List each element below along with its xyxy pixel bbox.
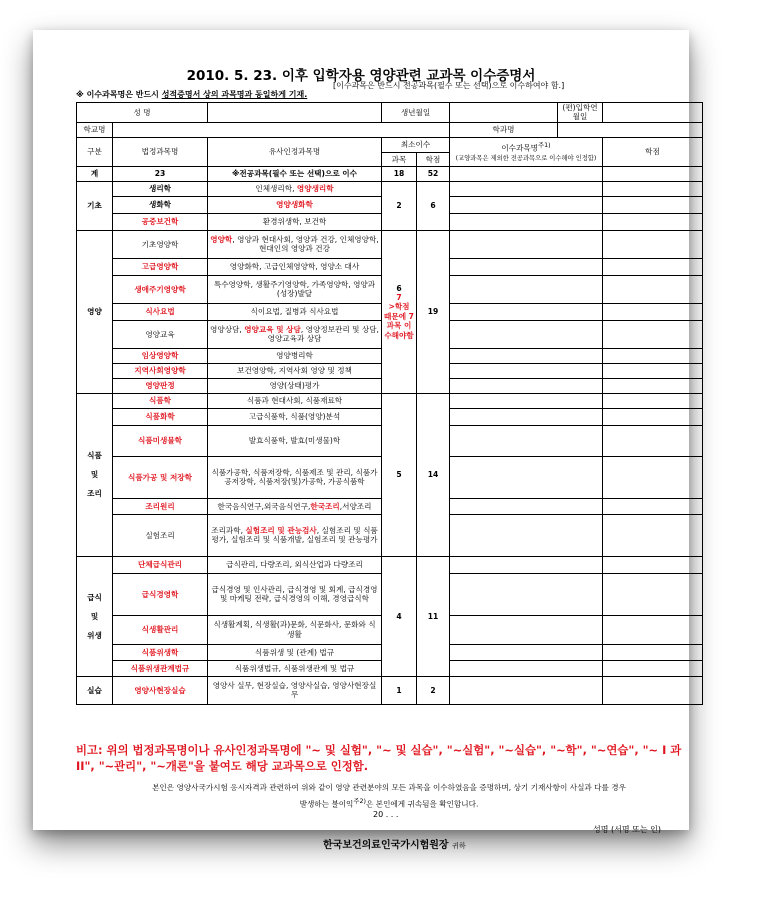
legal-subject: 임상영양학 (113, 348, 208, 363)
legal-subject: 식품화학 (113, 408, 208, 425)
grade-cell[interactable] (603, 393, 703, 408)
completed-cell[interactable] (450, 258, 603, 275)
applicant-row-1 (77, 103, 703, 123)
similar-header: 유사인정과목명 (208, 137, 382, 166)
completed-cell[interactable] (450, 425, 603, 456)
grade-cell[interactable] (603, 556, 703, 573)
similar-subjects: 영양생화학 (208, 196, 382, 213)
date-field[interactable]: 20 . . . (373, 810, 399, 819)
similar-subjects: 발효식품학, 발효(미생물)학 (208, 425, 382, 456)
completed-cell[interactable] (450, 644, 603, 660)
courses-header: 과목 (382, 152, 417, 166)
grade-cell[interactable] (603, 378, 703, 393)
similar-highlight: 영양교육 및 상담 (244, 324, 301, 334)
similar-subjects: 영양사 실무, 현장실습, 영양사실습, 영양사현장실무 (208, 676, 382, 704)
similar-text: 한국음식연구,외국음식연구, (217, 501, 311, 511)
remark-text: 비고: 위의 법정과목명이나 유사인정과목명에 "~ 및 실험", "~ 및 실습", "~실험", "~실습", "~학", "~연습", "~ I 과 II", "~관리", "~개론"을 붙여도 해당 교과목으로 인정함. (76, 743, 682, 773)
completed-cell[interactable] (450, 181, 603, 196)
group-food-line3: 조리 (87, 489, 102, 499)
completed-sup: 주1) (538, 141, 551, 149)
table-row (77, 230, 703, 258)
total-credits: 52 (417, 166, 450, 181)
grade-header: 학점 (603, 137, 703, 166)
school-value[interactable] (113, 122, 450, 137)
total-row (77, 166, 703, 181)
table-row (77, 676, 703, 704)
nutrition-courses (382, 230, 417, 393)
legal-subject: 식품가공 및 저장학 (113, 456, 208, 498)
group-basic: 기초 (77, 181, 113, 230)
completed-header (450, 137, 603, 166)
certificate-paper (33, 30, 689, 851)
completed-cell[interactable] (450, 363, 603, 378)
similar-subjects: 환경위생학, 보건학 (208, 213, 382, 230)
certify-line-2a: 발생하는 불이익 (299, 799, 354, 809)
grade-cell[interactable] (603, 676, 703, 704)
legal-subject: 식품위생학 (113, 644, 208, 660)
name-value[interactable] (208, 103, 382, 123)
completed-cell[interactable] (450, 378, 603, 393)
legal-subject: 급식경영학 (113, 573, 208, 615)
completed-cell[interactable] (450, 456, 603, 498)
similar-subjects: 식이요법, 질병과 식사요법 (208, 303, 382, 320)
signature-field[interactable]: 성명 (서명 또는 인) (593, 825, 661, 834)
similar-text: 인체생리학, (255, 184, 297, 194)
group-food-line2: 및 (90, 470, 99, 480)
legal-subject: 생애주기영양학 (113, 275, 208, 303)
category-header: 구분 (77, 137, 113, 166)
total-courses: 18 (382, 166, 417, 181)
certify-sup: 주2) (353, 798, 366, 805)
nutrition-credits: 19 (417, 230, 450, 393)
basic-courses: 2 (382, 181, 417, 230)
legal-subject: 식품위생관계법규 (113, 660, 208, 676)
grade-cell[interactable] (603, 258, 703, 275)
similar-highlight: 실험조리 및 관능검사 (245, 525, 317, 535)
grade-cell[interactable] (603, 303, 703, 320)
group-practice: 실습 (77, 676, 113, 704)
similar-text: 영양상담, (210, 324, 245, 334)
food-credits: 14 (417, 393, 450, 556)
group-service (77, 556, 113, 676)
completed-cell[interactable] (450, 196, 603, 213)
completed-cell[interactable] (450, 556, 603, 573)
grade-cell[interactable] (603, 196, 703, 213)
nutrition-courses-note: >학점 때문에 7과목 이수해야함 (384, 302, 414, 340)
legal-header: 법정과목명 (113, 137, 208, 166)
group-service-line3: 위생 (87, 630, 102, 640)
table-row (77, 181, 703, 196)
column-header-row (77, 137, 703, 152)
certify-line-2b: 은 본인에게 귀속됨을 확인합니다. (366, 799, 479, 809)
similar-subjects (208, 498, 382, 514)
completed-cell[interactable] (450, 230, 603, 258)
similar-subjects: 급식경영 및 인사관리, 급식경영 및 회계, 급식경영 및 마케팅 전략, 급식경영의 이해, 경영급식학 (208, 573, 382, 615)
similar-subjects: 특수영양학, 생활주기영양학, 가족영양학, 영양과 (성장)발달 (208, 275, 382, 303)
completed-cell[interactable] (450, 275, 603, 303)
similar-subjects: 영양병리학 (208, 348, 382, 363)
issuer (323, 836, 466, 851)
completed-cell[interactable] (450, 676, 603, 704)
grade-cell[interactable] (603, 181, 703, 196)
group-nutrition: 영양 (77, 230, 113, 393)
similar-subjects: 영양(상태)평가 (208, 378, 382, 393)
document-title: 2010. 5. 23. 이후 입학자용 영양관련 교과목 이수증명서 (186, 68, 536, 84)
legal-subject: 조리원리 (113, 498, 208, 514)
practice-credits: 2 (417, 676, 450, 704)
similar-text: , 영양과 현대사회, 영양과 건강, 인체영양학, 현대인의 영양과 건강 (232, 234, 379, 254)
completed-cell[interactable] (450, 303, 603, 320)
table-row (77, 556, 703, 573)
applicant-row-2 (77, 122, 703, 137)
grade-cell[interactable] (603, 348, 703, 363)
grade-cell[interactable] (603, 573, 703, 615)
grade-cell[interactable] (603, 230, 703, 258)
grade-cell[interactable] (603, 275, 703, 303)
similar-subjects (208, 230, 382, 258)
certify-line-1: 본인은 영양사국가시험 응시자격과 관련하여 위와 같이 영양 관련분야의 모든 과목을 이수하였음을 증명하며, 상기 기재사항이 사실과 다를 경우 (152, 783, 626, 792)
admission-value[interactable] (603, 103, 703, 123)
completed-cell[interactable] (450, 514, 603, 556)
nutrition-courses-6: 6 (396, 283, 402, 293)
grade-cell[interactable] (603, 644, 703, 660)
credits-header: 학점 (417, 152, 450, 166)
service-credits: 11 (417, 556, 450, 676)
basic-credits: 6 (417, 181, 450, 230)
similar-subjects: 식품위생법규, 식품위생관계 및 법규 (208, 660, 382, 676)
group-service-line1: 급식 (87, 592, 102, 602)
completed-cell[interactable] (450, 166, 603, 181)
similar-subjects: 보건영양학, 지역사회 영양 및 정책 (208, 363, 382, 378)
document-subtitle: [이수과목은 반드시 전공과목(필수 또는 선택)으로 이수하여야 함.] (333, 81, 565, 90)
legal-subject: 생리학 (113, 181, 208, 196)
legal-subject: 지역사회영양학 (113, 363, 208, 378)
completed-cell[interactable] (450, 348, 603, 363)
certification-statement (76, 781, 702, 812)
completed-cell[interactable] (450, 660, 603, 676)
completed-cell[interactable] (450, 498, 603, 514)
name-label: 성 명 (77, 103, 208, 123)
legal-subject: 식품학 (113, 393, 208, 408)
total-legal: 23 (113, 166, 208, 181)
issuer-suffix: 귀하 (452, 842, 466, 850)
grade-cell[interactable] (603, 498, 703, 514)
similar-subjects: 급식관리, 다량조리, 외식산업과 다량조리 (208, 556, 382, 573)
total-label: 계 (77, 166, 113, 181)
issuer-name: 한국보건의료인국가시험원장 (323, 840, 449, 851)
note-prefix: ※ 이수과목명은 반드시 (76, 90, 162, 99)
similar-highlight: 영양학 (210, 234, 233, 244)
birth-value[interactable] (450, 103, 558, 123)
department-label: 학과명 (450, 122, 558, 137)
grade-cell[interactable] (603, 320, 703, 348)
legal-subject: 영양사현장실습 (113, 676, 208, 704)
similar-subjects: 식생활계획, 식생활(과)문화, 식문화사, 문화와 식생활 (208, 615, 382, 644)
grade-cell[interactable] (603, 456, 703, 498)
completed-cell[interactable] (450, 573, 603, 615)
grade-cell[interactable] (603, 425, 703, 456)
grade-cell[interactable] (603, 615, 703, 644)
similar-text: , 실험조리 및 식품평가, 실험조리 및 식품개발, 실험조리 및 관능평가 (211, 525, 378, 545)
legal-subject: 공중보건학 (113, 213, 208, 230)
legal-subject: 영양판정 (113, 378, 208, 393)
course-table (76, 102, 703, 705)
group-food (77, 393, 113, 556)
similar-subjects: 영양화학, 고급인체영양학, 영양소 대사 (208, 258, 382, 275)
grade-cell[interactable] (603, 408, 703, 425)
legal-subject: 기초영양학 (113, 230, 208, 258)
similar-subjects: 식품과 현대사회, 식품재료학 (208, 393, 382, 408)
similar-subjects: 고급식품학, 식품(영양)분석 (208, 408, 382, 425)
legal-subject: 단체급식관리 (113, 556, 208, 573)
practice-courses: 1 (382, 676, 417, 704)
similar-text: ,서양조리 (339, 501, 372, 511)
similar-text: 조리과학, (211, 525, 246, 535)
legal-subject: 식사요법 (113, 303, 208, 320)
service-courses: 4 (382, 556, 417, 676)
admission-label: (편)입학연월일 (558, 103, 603, 123)
completed-cell[interactable] (450, 213, 603, 230)
school-label: 학교명 (77, 122, 113, 137)
legal-subject: 식생활관리 (113, 615, 208, 644)
legal-subject: 영양교육 (113, 320, 208, 348)
legal-subject: 생화학 (113, 196, 208, 213)
completed-cell[interactable] (450, 393, 603, 408)
similar-subjects: 식품위생 및 (관계) 법규 (208, 644, 382, 660)
minimum-header: 최소이수 (382, 137, 450, 152)
completed-cell[interactable] (450, 615, 603, 644)
nutrition-courses-7: 7 (396, 293, 402, 302)
similar-text: , 영양정보관리 및 상담, 영양교육과 상담 (267, 324, 379, 344)
table-row (77, 393, 703, 408)
food-courses: 5 (382, 393, 417, 556)
similar-subjects (208, 181, 382, 196)
grade-cell[interactable] (603, 363, 703, 378)
legal-subject: 식품미생물학 (113, 425, 208, 456)
similar-subjects (208, 320, 382, 348)
legal-subject: 실험조리 (113, 514, 208, 556)
grade-cell[interactable] (603, 660, 703, 676)
group-food-line1: 식품 (87, 451, 102, 461)
similar-highlight: 한국조리 (310, 501, 340, 511)
completed-cell[interactable] (450, 320, 603, 348)
grade-cell[interactable] (603, 213, 703, 230)
group-service-line2: 및 (90, 611, 99, 621)
completed-label: 이수과목명 (501, 143, 539, 153)
total-similar: ※전공과목(필수 또는 선택)으로 이수 (208, 166, 382, 181)
department-value[interactable] (558, 122, 703, 137)
grade-cell[interactable] (603, 514, 703, 556)
similar-highlight: 영양생리학 (296, 184, 334, 194)
legal-subject: 고급영양학 (113, 258, 208, 275)
similar-subjects: 식품가공학, 식품저장학, 식품제조 및 관리, 식품가공저장학, 식품저장(및)가공학, 가공식품학 (208, 456, 382, 498)
completed-note: (교양과목은 제외한 전공과목으로 이수해야 인정함) (455, 154, 597, 162)
note-underlined: 성적증명서 상의 과목명과 동일하게 기재. (161, 90, 308, 99)
birth-label: 생년월일 (382, 103, 450, 123)
grade-cell[interactable] (603, 166, 703, 181)
completed-cell[interactable] (450, 408, 603, 425)
instruction-note (76, 89, 307, 100)
similar-subjects (208, 514, 382, 556)
